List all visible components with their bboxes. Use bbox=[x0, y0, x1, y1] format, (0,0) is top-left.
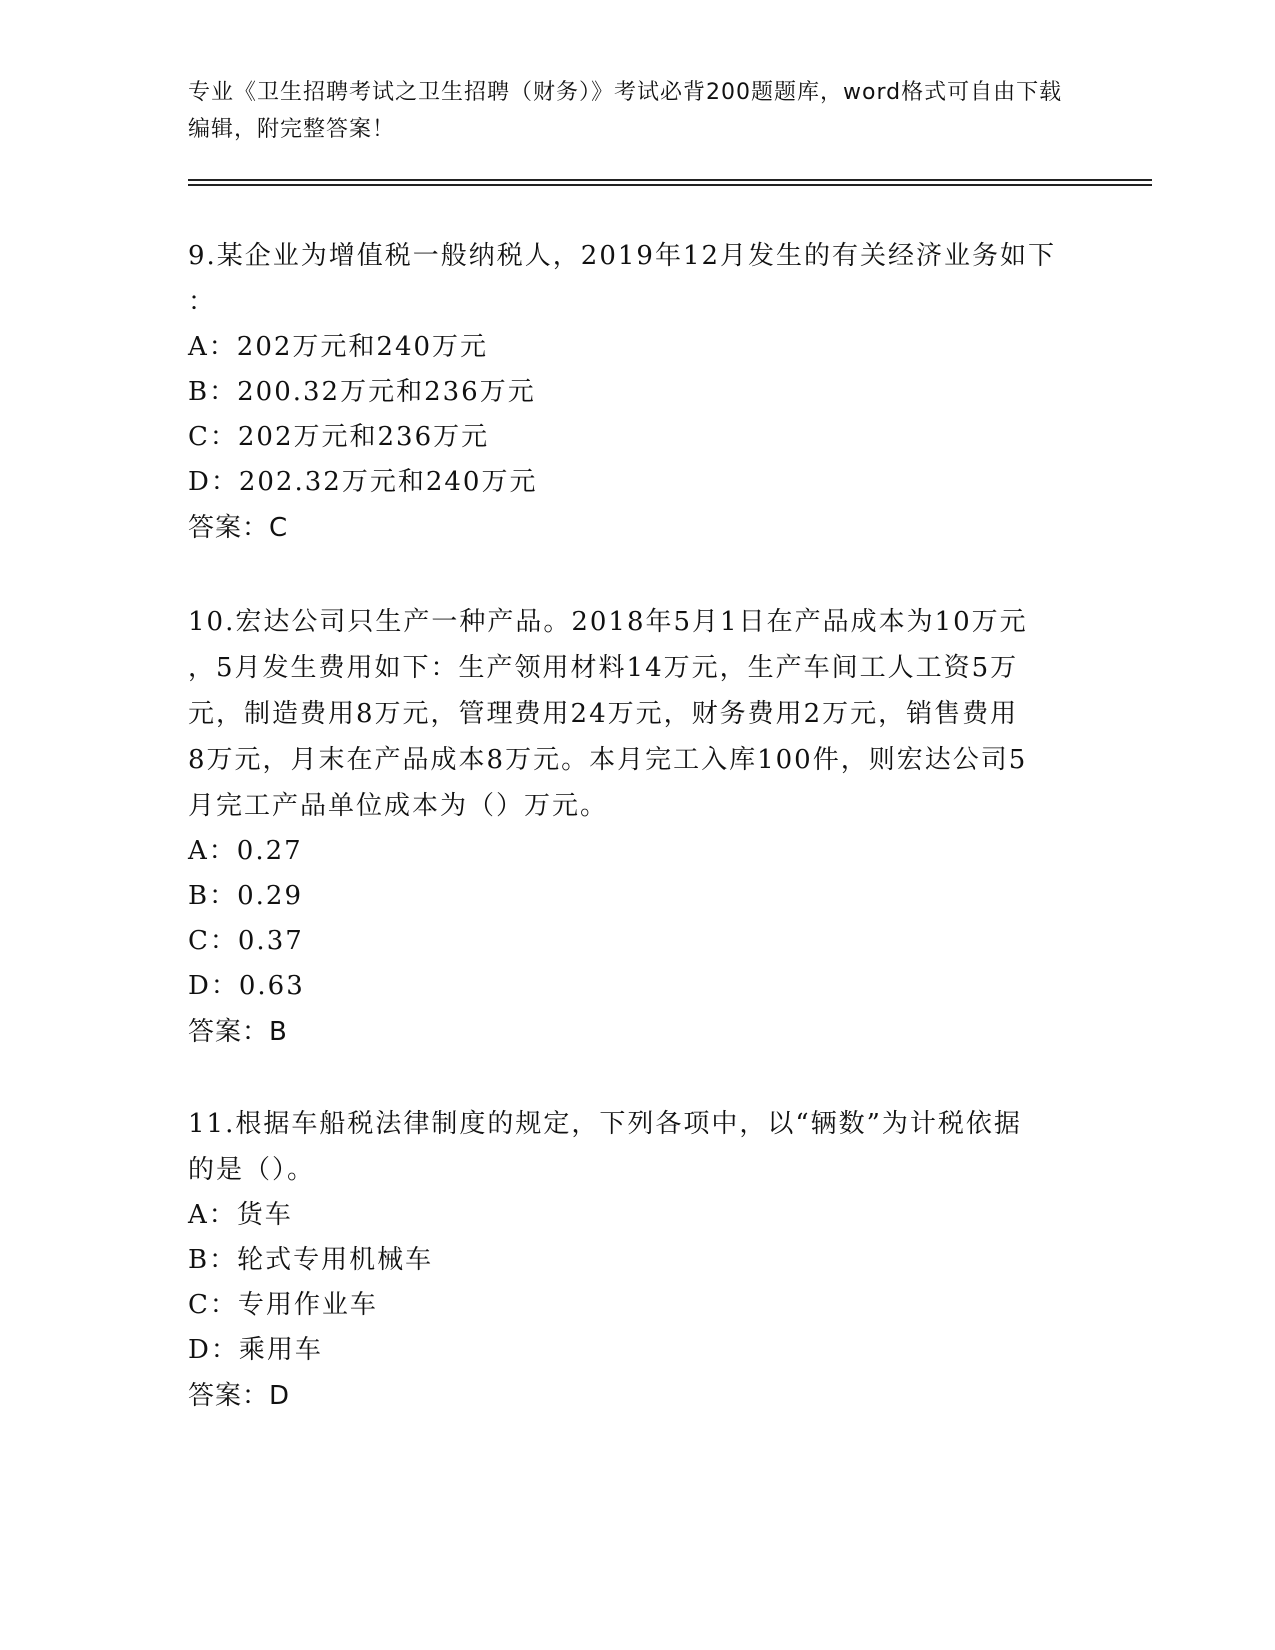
option-d: D：202.32万元和240万元 bbox=[188, 467, 538, 497]
document-header bbox=[188, 74, 1068, 148]
header-title: 专业《卫生招聘考试之卫生招聘（财务）》考试必背200题题库，word格式可自由下载编辑，附完整答案！ bbox=[188, 80, 1063, 142]
question-stem-line: 10.宏达公司只生产一种产品。2018年5月1日在产品成本为10万元 bbox=[188, 607, 1028, 637]
question-stem-line: ： bbox=[188, 287, 217, 317]
option-c: C：202万元和236万元 bbox=[188, 422, 490, 452]
question-10 bbox=[188, 599, 1078, 1055]
option-b: B：轮式专用机械车 bbox=[188, 1245, 434, 1275]
question-stem-line: 8万元，月末在产品成本8万元。本月完工入库100件，则宏达公司5 bbox=[188, 745, 1028, 775]
option-a: A：0.27 bbox=[188, 836, 303, 866]
option-d: D：乘用车 bbox=[188, 1335, 323, 1365]
option-a: A：货车 bbox=[188, 1200, 293, 1230]
answer: 答案：D bbox=[188, 1381, 291, 1411]
question-stem-line: 的是（）。 bbox=[188, 1155, 316, 1185]
answer: 答案：B bbox=[188, 1017, 288, 1047]
question-stem-line: 月完工产品单位成本为（）万元。 bbox=[188, 791, 609, 821]
option-c: C：0.37 bbox=[188, 926, 304, 956]
option-c: C：专用作业车 bbox=[188, 1290, 378, 1320]
header-divider-top bbox=[188, 179, 1152, 181]
question-11 bbox=[188, 1101, 1078, 1419]
question-stem-line: 11.根据车船税法律制度的规定，下列各项中，以“辆数”为计税依据 bbox=[188, 1109, 1022, 1139]
option-d: D：0.63 bbox=[188, 971, 305, 1001]
header-divider-bottom bbox=[188, 184, 1152, 186]
option-a: A：202万元和240万元 bbox=[188, 332, 489, 362]
question-stem-line: 9.某企业为增值税一般纳税人，2019年12月发生的有关经济业务如下 bbox=[188, 241, 1057, 271]
question-stem-line: ，5月发生费用如下：生产领用材料14万元，生产车间工人工资5万 bbox=[188, 653, 1019, 683]
option-b: B：0.29 bbox=[188, 881, 303, 911]
answer: 答案：C bbox=[188, 513, 289, 543]
question-stem-line: 元，制造费用8万元，管理费用24万元，财务费用2万元，销售费用 bbox=[188, 699, 1019, 729]
question-9 bbox=[188, 233, 1078, 551]
option-b: B：200.32万元和236万元 bbox=[188, 377, 536, 407]
